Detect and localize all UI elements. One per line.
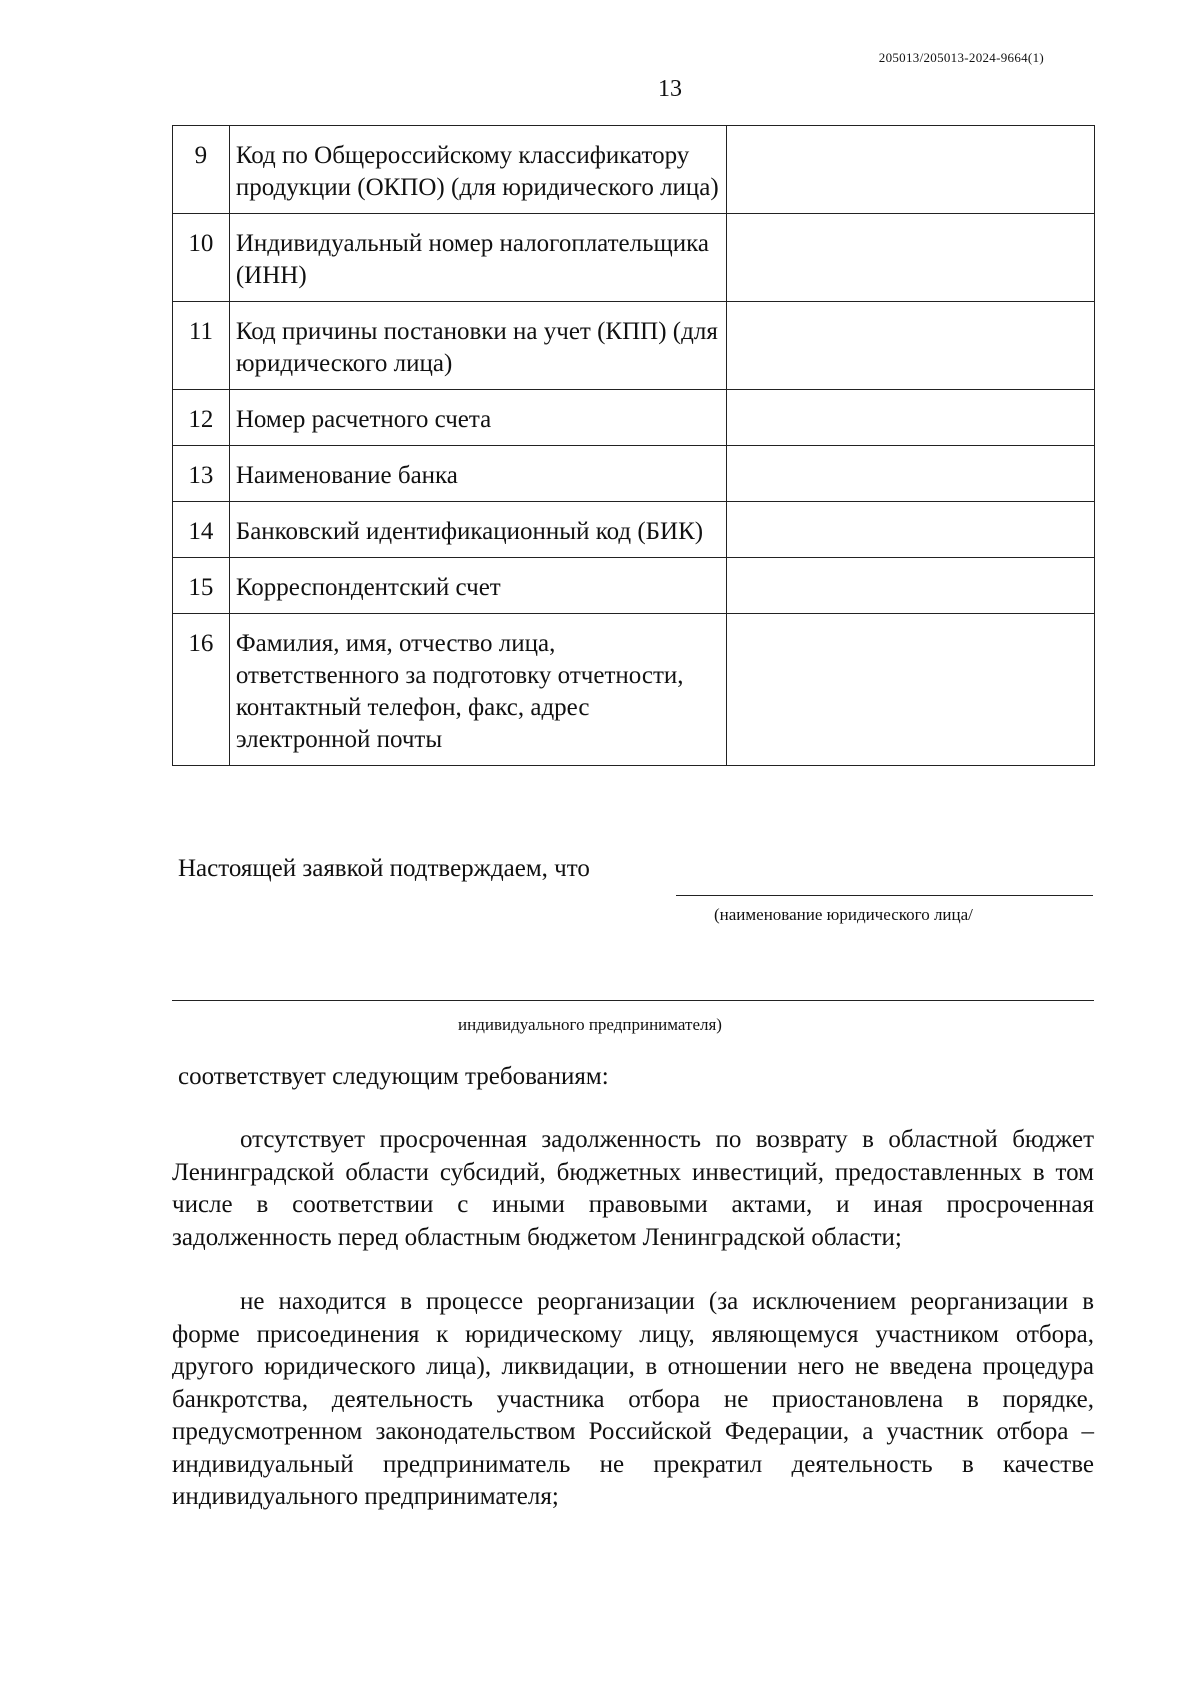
row-number: 16: [173, 614, 230, 766]
table-row: [173, 558, 1095, 614]
row-value-cell[interactable]: [726, 214, 1094, 302]
row-value-cell[interactable]: [726, 390, 1094, 446]
table-row: [173, 302, 1095, 390]
row-label: Банковский идентификационный код (БИК): [229, 502, 726, 558]
table-row: [173, 614, 1095, 766]
line-caption: (наименование юридического лица/: [714, 905, 973, 924]
row-value-cell[interactable]: [726, 614, 1094, 766]
row-label: Фамилия, имя, отчество лица, ответственного за подготовку отчетности, контактный телефон, факс, адрес электронной почты: [229, 614, 726, 766]
row-value-cell[interactable]: [726, 446, 1094, 502]
row-label: Номер расчетного счета: [229, 390, 726, 446]
row-number: 10: [173, 214, 230, 302]
document-id: 205013/205013-2024-9664(1): [878, 50, 1044, 65]
row-number: 13: [173, 446, 230, 502]
row-number: 12: [173, 390, 230, 446]
row-number: 15: [173, 558, 230, 614]
confirm-text: Настоящей заявкой подтверждаем, что: [178, 855, 590, 882]
fill-in-line: [172, 1000, 1094, 1001]
row-value-cell[interactable]: [726, 502, 1094, 558]
row-value-cell[interactable]: [726, 558, 1094, 614]
table-row: [173, 126, 1095, 214]
row-label: Корреспондентский счет: [229, 558, 726, 614]
row-value-cell[interactable]: [726, 302, 1094, 390]
row-number: 11: [173, 302, 230, 390]
table-row: [173, 214, 1095, 302]
requirement-paragraph: отсутствует просроченная задолженность по возврату в областной бюджет Ленинградской области субсидий, бюджетных инвестиций, предоставленных в том числе в соответствии с иными правовыми актами, и иная просроченная задолженность перед областным бюджетом Ленинградской области;: [172, 1126, 1094, 1251]
row-value-cell[interactable]: [726, 126, 1094, 214]
row-label: Код причины постановки на учет (КПП) (для юридического лица): [229, 302, 726, 390]
row-number: 9: [173, 126, 230, 214]
table-row: [173, 502, 1095, 558]
requirements-lead: соответствует следующим требованиям:: [178, 1063, 609, 1090]
fill-in-line: [676, 895, 1093, 896]
requisites-table: [172, 125, 1095, 766]
table-row: [173, 446, 1095, 502]
row-number: 14: [173, 502, 230, 558]
requirement-paragraph: не находится в процессе реорганизации (за исключением реорганизации в форме присоединения к юридическому лицу, являющемуся участником отбора, другого юридического лица), ликвидации, в отношении него не введена процедура банкротства, деятельность участника отбора не приостановлена в порядке, предусмотренном законодательством Российской Федерации, а участник отбора – индивидуальный предприниматель не прекратил деятельность в качестве индивидуального предпринимателя;: [172, 1288, 1094, 1510]
row-label: Индивидуальный номер налогоплательщика (ИНН): [229, 214, 726, 302]
row-label: Код по Общероссийскому классификатору продукции (ОКПО) (для юридического лица): [229, 126, 726, 214]
page-number: 13: [658, 76, 682, 102]
line-caption: индивидуального предпринимателя): [458, 1015, 722, 1034]
table-row: [173, 390, 1095, 446]
row-label: Наименование банка: [229, 446, 726, 502]
